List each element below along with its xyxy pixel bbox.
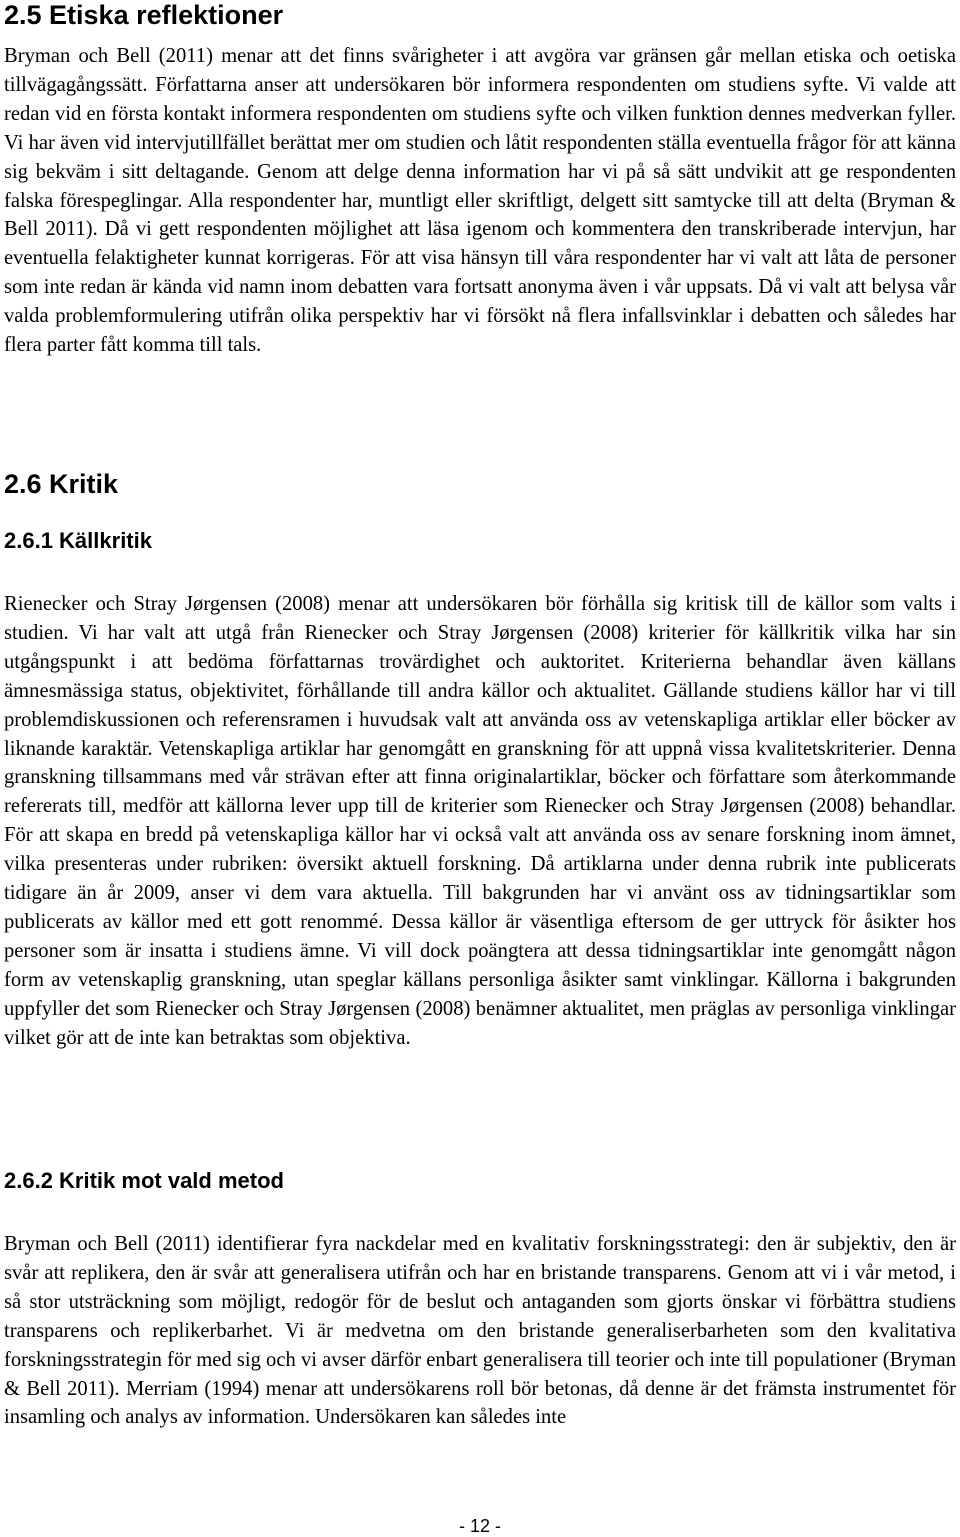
section-heading-2-6: 2.6 Kritik [4,469,119,499]
section-heading-2-6-1: 2.6.1 Källkritik [4,528,152,553]
section-heading-2-5: 2.5 Etiska reflektioner [4,0,284,30]
paragraph-kallkritik: Rienecker och Stray Jørgensen (2008) menar att undersökaren bör förhålla sig kritisk till de källor som valts i studien. Vi har valt att utgå från Rienecker och Stray Jørgensen (2008) kriterier för källkritik vilka har sin utgångspunkt i att bedöma författarnas trovärdighet och auktoritet. Kriterierna behandlar även källans ämnesmässiga status, objektivitet, förhållande till andra källor och aktualitet. Gällande studiens källor har vi till problemdiskussionen och referensramen i huvudsak valt att använda oss av vetenskapliga artiklar eller böcker av liknande karaktär. Vetenskapliga artiklar har genomgått en granskning för att uppnå vissa kvalitetskriterier. Denna granskning tillsammans med vår strävan efter att finna originalartiklar, böcker och författare som återkommande refererats till, medför att källorna lever upp till de kriterier som Rienecker och Stray Jørgensen (2008) behandlar. För att skapa en bredd på vetenskapliga källor har vi också valt att använda oss av senare forskning inom ämnet, vilka presenteras under rubriken: översikt aktuell forskning. Då artiklarna under denna rubrik inte publicerats tidigare än år 2009, anser vi dem vara aktuella. Till bakgrunden har vi använt oss av tidningsartiklar som publicerats av källor med ett gott renommé. Dessa källor är väsentliga eftersom de ger uttryck för åsikter hos personer som är insatta i studiens ämne. Vi vill dock poängtera att dessa tidningsartiklar inte genomgått någon form av vetenskaplig granskning, utan speglar källans personliga åsikter samt vinklingar. Källorna i bakgrunden uppfyller det som Rienecker och Stray Jørgensen (2008) benämner aktualitet, men präglas av personliga vinklingar vilket gör att de inte kan betraktas som objektiva. [4,593,956,1049]
paragraph-etiska-reflektioner: Bryman och Bell (2011) menar att det finns svårigheter i att avgöra var gränsen går mellan etiska och oetiska tillvägagångssätt. Författarna anser att undersökaren bör informera respondenten om studiens syfte. Vi valde att redan vid en första kontakt informera respondenten om studiens syfte och vilken funktion dennes medverkan fyller. Vi har även vid intervjutillfället berättat mer om studien och låtit respondenten ställa eventuella frågor för att känna sig bekväm i sitt deltagande. Genom att delge denna information har vi på så sätt undvikit att ge respondenten falska förespeglingar. Alla respondenter har, muntligt eller skriftligt, delgett sitt samtycke till att delta (Bryman & Bell 2011). Då vi gett respondenten möjlighet att läsa igenom och kommentera den transkriberade intervjun, har eventuella felaktigheter kunnat korrigeras. För att visa hänsyn till våra respondenter har vi valt att låta de personer som inte redan är kända vid namn inom debatten vara fortsatt anonyma även i vår uppsats. Då vi valt att belysa vår valda problemformulering utifrån olika perspektiv har vi försökt nå flera infallsvinklar i debatten och således har flera parter fått komma till tals. [4,45,956,357]
page-number: - 12 - [458,1516,501,1536]
section-heading-2-6-2: 2.6.2 Kritik mot vald metod [4,1168,284,1193]
paragraph-kritik-mot-vald-metod: Bryman och Bell (2011) identifierar fyra nackdelar med en kvalitativ forskningsstrategi: den är subjektiv, den är svår att replikera, den är svår att generalisera utifrån och har en bristande transparens. Genom att vi i vår metod, i så stor utsträckning som möjligt, redogör för de beslut och antaganden som gjorts önskar vi förbättra studiens transparens och replikerbarhet. Vi är medvetna om den bristande generaliserbarheten som den kvalitativa forskningsstrategin för med sig och vi avser därför enbart generalisera till teorier och inte till populationer (Bryman & Bell 2011). Merriam (1994) menar att undersökarens roll bör betonas, då denne är det främsta instrumentet för insamling och analys av information. Undersökaren kan således inte [4,1233,956,1429]
